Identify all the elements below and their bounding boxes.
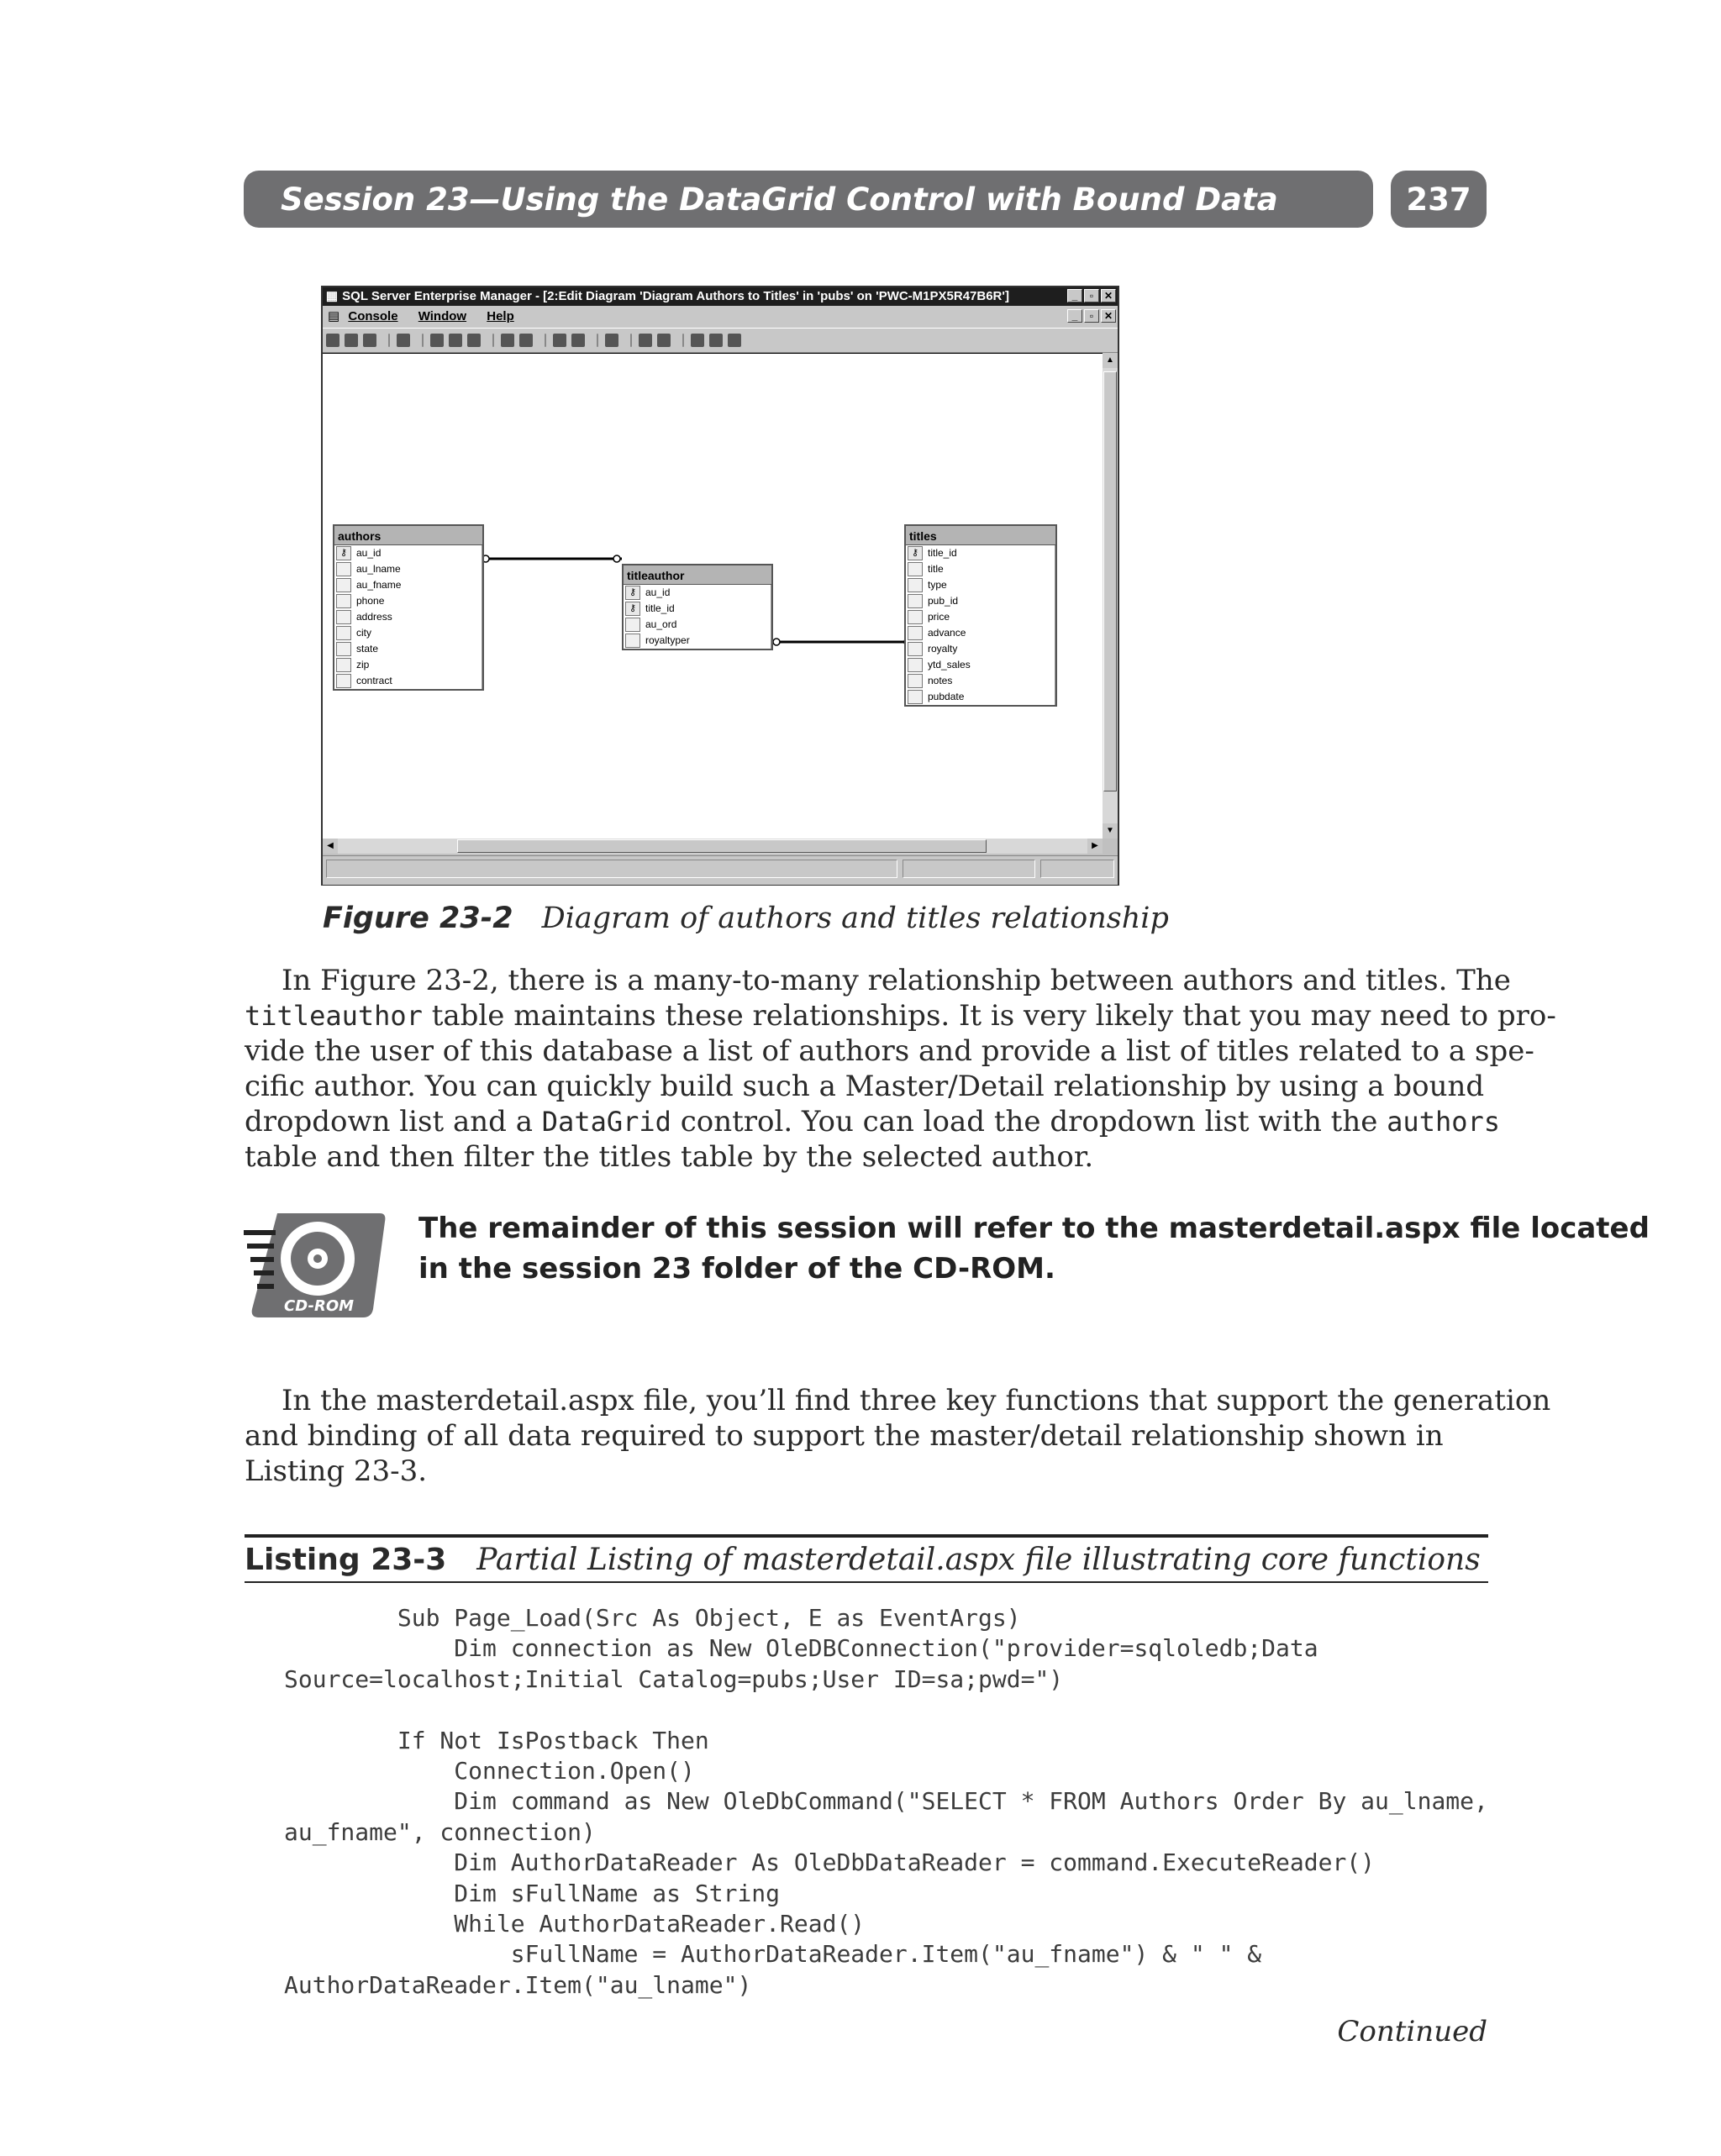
table-header: titles (906, 526, 1055, 545)
column-row[interactable] (906, 593, 1055, 609)
cd-rom-note (418, 1208, 1650, 1289)
scroll-right-icon[interactable]: ▶ (1087, 839, 1103, 854)
table-columns (334, 545, 482, 689)
scroll-down-icon[interactable]: ▼ (1103, 823, 1118, 839)
menu-help[interactable]: Help (487, 309, 514, 323)
window-controls (1067, 289, 1116, 302)
column-row[interactable] (334, 545, 482, 561)
column-row[interactable] (906, 577, 1055, 593)
zoom-icon[interactable] (553, 334, 566, 347)
column-row[interactable] (906, 673, 1055, 689)
paragraph-line: cific author. You can quickly build such a Master/Detail relationship by using a bound (245, 1070, 1485, 1103)
diagram-canvas[interactable] (323, 353, 1103, 839)
column-name: title (928, 563, 944, 575)
status-bar (323, 855, 1118, 885)
status-pane (1040, 860, 1114, 878)
menu-window[interactable]: Window (418, 309, 467, 323)
paragraph-line: In the masterdetail.aspx file, you’ll find three key functions that support the generation (282, 1384, 1551, 1417)
print-icon[interactable] (363, 334, 376, 347)
table-columns (906, 545, 1055, 705)
header-title: Session 23—Using the DataGrid Control with Bound Data (281, 181, 1278, 218)
listing-label: Listing 23-3 (245, 1543, 447, 1577)
column-row[interactable] (334, 673, 482, 689)
close-button[interactable]: ✕ (1101, 289, 1116, 302)
primary-key-icon[interactable]: ⚷ (625, 586, 640, 600)
column-row[interactable] (906, 625, 1055, 641)
row-selector[interactable] (908, 674, 923, 688)
column-row[interactable] (334, 609, 482, 625)
window-titlebar (323, 287, 1118, 306)
primary-key-icon[interactable] (605, 334, 618, 347)
paragraph-line (245, 998, 1556, 1033)
column-row[interactable] (624, 585, 771, 601)
table-columns (624, 585, 771, 649)
paragraph-text: control. You can load the dropdown list with the (671, 1105, 1387, 1138)
column-row[interactable] (906, 641, 1055, 657)
row-selector[interactable] (336, 610, 351, 624)
column-name: advance (928, 627, 966, 639)
table-view-icon[interactable] (519, 334, 533, 347)
paragraph-line: and binding of all data required to support the master/detail relationship shown in (245, 1419, 1444, 1453)
column-name: au_fname (356, 579, 402, 591)
horizontal-scrollbar[interactable] (323, 839, 1103, 854)
column-row[interactable] (624, 601, 771, 617)
figure-screenshot-window (321, 286, 1119, 886)
column-name: ytd_sales (928, 659, 971, 670)
toolbar (323, 328, 1118, 353)
table-authors[interactable] (333, 524, 484, 691)
paragraph-text: table maintains these relationships. It is very likely that you may need to pro- (422, 999, 1556, 1033)
code-listing: Sub Page_Load(Src As Object, E as EventArgs) Dim connection as New OleDBConnection("provider=sqloledb;Data Source=localhost;Initial Catalog=pubs;User ID=sa;pwd=") If Not IsPostback Then Connection.Open() Dim command as New OleDbCommand("SELECT * FROM Authors Order By au_lname, au_fname", connection) Dim AuthorDataReader As OleDbDataReader = command.ExecuteReader() Dim sFullName as String While AuthorDataReader.Read() sFullName = AuthorDataReader.Item("au_fname") & " " & AuthorDataReader.Item("au_lname") (284, 1604, 1488, 1999)
column-name: contract (356, 675, 392, 686)
column-row[interactable] (334, 593, 482, 609)
table-header: authors (334, 526, 482, 545)
column-row[interactable] (334, 657, 482, 673)
figure-caption-text: Diagram of authors and titles relationship (541, 902, 1169, 935)
paragraph-line: Listing 23-3. (245, 1454, 428, 1488)
toolbar-separator (682, 334, 684, 347)
row-selector[interactable] (908, 642, 923, 656)
column-row[interactable] (624, 633, 771, 649)
column-name: au_ord (645, 618, 677, 630)
row-selector[interactable] (908, 594, 923, 608)
column-row[interactable] (906, 689, 1055, 705)
row-selector[interactable] (336, 594, 351, 608)
menu-console[interactable]: Console (348, 309, 398, 323)
paragraph-line: vide the user of this database a list of authors and provide a list of titles related to a spe- (245, 1034, 1534, 1068)
column-name: au_id (645, 586, 671, 598)
autosize-icon[interactable] (728, 334, 741, 347)
running-header (244, 171, 1373, 228)
row-selector[interactable] (336, 674, 351, 688)
table-header: titleauthor (624, 565, 771, 585)
column-row[interactable] (334, 561, 482, 577)
column-row[interactable] (334, 625, 482, 641)
copy-icon[interactable] (449, 334, 462, 347)
paragraph-line (245, 1104, 1501, 1139)
column-row[interactable] (624, 617, 771, 633)
relationship-end-titleauthor (613, 555, 620, 562)
listing-heading-text (245, 1543, 1481, 1577)
status-pane (326, 860, 897, 878)
note-line: in the session 23 folder of the CD-ROM. (418, 1252, 1055, 1286)
console-icon: ▤ (328, 309, 340, 323)
relationships-icon[interactable] (691, 334, 704, 347)
column-row[interactable] (334, 577, 482, 593)
cut-icon[interactable] (430, 334, 444, 347)
table-titles[interactable] (904, 524, 1057, 707)
save-icon[interactable] (326, 334, 339, 347)
paste-icon[interactable] (467, 334, 481, 347)
app-icon: ▦ (325, 289, 339, 303)
add-table-icon[interactable] (397, 334, 410, 347)
menu-bar (323, 306, 1118, 328)
inline-code: DataGrid (541, 1106, 671, 1138)
vertical-scrollbar[interactable] (1103, 353, 1118, 839)
column-name: au_id (356, 547, 382, 559)
inline-code: authors (1387, 1106, 1501, 1138)
column-name: price (928, 611, 950, 623)
row-selector[interactable] (336, 642, 351, 656)
mdi-restore-button[interactable]: ▫ (1084, 309, 1099, 323)
table-titleauthor[interactable] (622, 564, 773, 650)
properties-icon[interactable] (639, 334, 652, 347)
save-change-script-icon[interactable] (345, 334, 358, 347)
relationship-end-titleauthor-right (773, 639, 780, 645)
figure-caption (323, 902, 1169, 935)
row-selector[interactable] (908, 690, 923, 704)
column-name: city (356, 627, 371, 639)
mdi-minimize-button[interactable]: _ (1067, 309, 1082, 323)
column-row[interactable] (906, 657, 1055, 673)
column-name: title_id (928, 547, 957, 559)
column-name: state (356, 643, 379, 655)
horizontal-scroll-thumb[interactable] (457, 839, 987, 853)
primary-key-icon[interactable]: ⚷ (625, 602, 640, 616)
primary-key-icon[interactable]: ⚷ (336, 546, 351, 560)
column-row[interactable] (906, 609, 1055, 625)
row-selector[interactable] (908, 562, 923, 576)
inline-code: titleauthor (245, 1000, 423, 1032)
column-name: type (928, 579, 947, 591)
column-name: royaltyper (645, 634, 690, 646)
column-name: pub_id (928, 595, 959, 607)
minimize-button[interactable]: _ (1067, 289, 1082, 302)
cd-rom-icon (244, 1210, 387, 1319)
paragraph-text: dropdown list and a (245, 1105, 542, 1138)
row-selector[interactable] (336, 578, 351, 592)
status-pane (903, 860, 1035, 878)
row-selector[interactable] (908, 658, 923, 672)
row-selector[interactable] (336, 562, 351, 576)
toolbar-separator (388, 334, 390, 347)
mdi-close-button[interactable]: ✕ (1101, 309, 1116, 323)
row-selector[interactable] (625, 618, 640, 632)
row-selector[interactable] (625, 634, 640, 648)
toolbar-separator (422, 334, 424, 347)
continued-label: Continued (1337, 2015, 1487, 2048)
toolbar-separator (492, 334, 494, 347)
column-name: phone (356, 595, 385, 607)
figure-caption-label: Figure 23-2 (323, 902, 513, 935)
row-selector[interactable] (908, 578, 923, 592)
zoom-percent-icon[interactable] (571, 334, 585, 347)
window-title: SQL Server Enterprise Manager - [2:Edit Diagram 'Diagram Authors to Titles' in 'pubs' on 'PWC-M1PX5R47B6R'] (342, 289, 1009, 303)
manage-indexes-icon[interactable] (657, 334, 671, 347)
column-row[interactable] (334, 641, 482, 657)
column-name: notes (928, 675, 953, 686)
new-text-annotation-icon[interactable] (501, 334, 514, 347)
row-selector[interactable] (336, 626, 351, 640)
toolbar-separator (597, 334, 598, 347)
mdi-controls (1067, 309, 1116, 323)
restore-button[interactable]: ▫ (1084, 289, 1099, 302)
row-selector[interactable] (908, 626, 923, 640)
paragraph-line: In Figure 23-2, there is a many-to-many relationship between authors and titles. The (282, 964, 1511, 997)
column-name: pubdate (928, 691, 965, 702)
scroll-up-icon[interactable]: ▲ (1103, 353, 1118, 368)
toolbar-separator (630, 334, 632, 347)
row-selector[interactable] (908, 610, 923, 624)
paragraph (245, 963, 1556, 1175)
listing-heading (245, 1534, 1488, 1583)
paragraph (245, 1383, 1551, 1489)
column-name: title_id (645, 602, 675, 614)
page-number: 237 (1391, 171, 1487, 228)
paragraph-line: table and then filter the titles table by the selected author. (245, 1140, 1094, 1174)
column-row[interactable] (906, 561, 1055, 577)
column-name: address (356, 611, 392, 623)
column-name: zip (356, 659, 370, 670)
listing-title: Partial Listing of masterdetail.aspx file illustrating core functions (476, 1543, 1481, 1577)
vertical-scroll-thumb[interactable] (1103, 371, 1117, 791)
column-row[interactable] (906, 545, 1055, 561)
note-line: The remainder of this session will refer to the masterdetail.aspx file located (418, 1212, 1650, 1245)
arrange-tables-icon[interactable] (709, 334, 723, 347)
scroll-left-icon[interactable]: ◀ (323, 839, 338, 854)
cd-rom-icon-label: CD-ROM (284, 1297, 355, 1315)
primary-key-icon[interactable]: ⚷ (908, 546, 923, 560)
column-name: royalty (928, 643, 958, 655)
row-selector[interactable] (336, 658, 351, 672)
column-name: au_lname (356, 563, 401, 575)
toolbar-separator (545, 334, 546, 347)
